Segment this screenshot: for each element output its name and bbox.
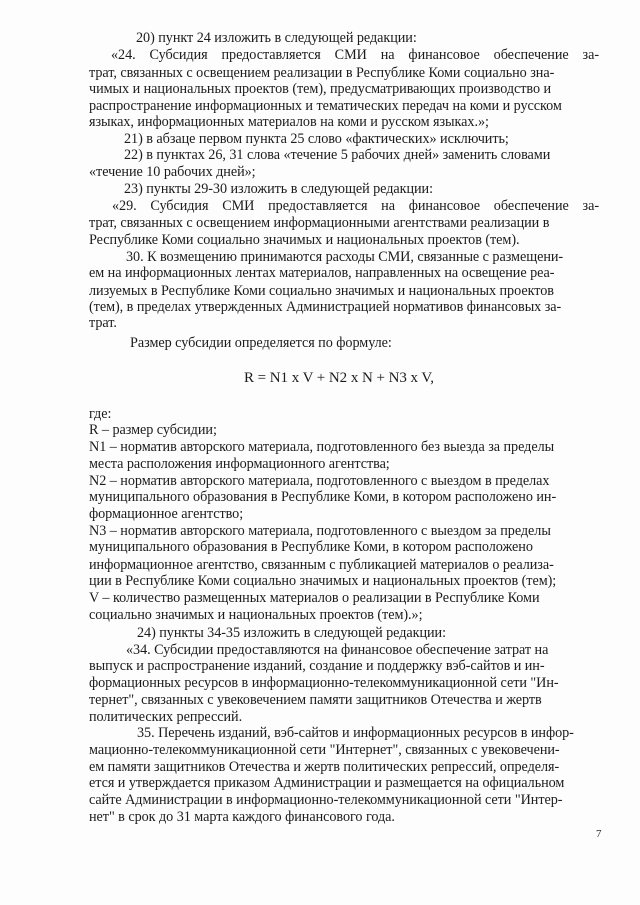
- text-line: чимых и национальных проектов (тем), предусматривающих производство и: [89, 80, 552, 97]
- text-line: где:: [89, 405, 112, 422]
- text-line: мационно-телекоммуникационной сети "Интернет", связанных с увековечени-: [89, 741, 560, 758]
- text-line: 21) в абзаце первом пункта 25 слово «фактических» исключить;: [124, 130, 509, 147]
- text-line: трат, связанных с освещением информационными агентствами реализации в: [89, 215, 550, 232]
- text-line: Размер субсидии определяется по формуле:: [130, 335, 392, 352]
- text-line: политических репрессий.: [89, 709, 243, 725]
- text-line: 30. К возмещению принимаются расходы СМИ, связанные с размещени-: [126, 248, 564, 265]
- text-line: 23) пункты 29-30 изложить в следующей редакции:: [124, 180, 433, 197]
- text-line: формационных ресурсов в информационно-телекоммуникационной сети "Ин-: [89, 675, 559, 692]
- text-line: трат.: [89, 315, 117, 332]
- text-line: «34. Субсидии предоставляются на финансовое обеспечение затрат на: [126, 641, 549, 658]
- text-line: нет" в срок до 31 марта каждого финансового года.: [89, 809, 395, 825]
- text-line: выпуск и распространение изданий, создание и поддержку вэб-сайтов и ин-: [89, 658, 545, 675]
- text-line: V – количество размещенных материалов о реализации в Республике Коми: [89, 590, 540, 607]
- text-line: распространение информационных и тематических передач на коми и русском: [89, 98, 562, 115]
- text-line: 22) в пунктах 26, 31 слова «течение 5 рабочих дней» заменить словами: [124, 147, 551, 164]
- text-line: трат, связанных с освещением реализации в Республике Коми социально зна-: [89, 64, 555, 81]
- text-line: муниципального образования в Республике Коми, в котором расположено: [89, 539, 533, 556]
- text-line: (тем), в пределах утвержденных Администрацией нормативов финансовых за-: [89, 298, 562, 315]
- text-line: N1 – норматив авторского материала, подготовленного без выезда за пределы: [89, 439, 555, 456]
- text-line: ем памяти защитников Отечества и жертв политических репрессий, определя-: [89, 759, 560, 775]
- text-line: Республике Коми социально значимых и национальных проектов (тем).: [89, 231, 520, 248]
- text-line: N2 – норматив авторского материала, подготовленного с выездом в пределах: [89, 472, 550, 489]
- text-line: формационное агентство;: [89, 505, 244, 522]
- text-line: тернет", связанных с увековечением памяти защитников Отечества и жертв: [89, 691, 542, 708]
- text-line: информационное агентство, связанным с публикацией материалов о реализа-: [89, 556, 554, 573]
- text-line: ется и утверждается приказом Администрации и размещается на официальном: [89, 775, 565, 792]
- text-line: R – размер субсидии;: [89, 422, 217, 439]
- text-line: N3 – норматив авторского материала, подготовленного с выездом за пределы: [89, 522, 551, 539]
- text-line: «течение 10 рабочих дней»;: [89, 164, 256, 181]
- text-line: лизуемых в Республике Коми социально значимых и национальных проектов: [89, 282, 554, 299]
- text-line: ем на информационных лентах материалов, направленных на освещение реа-: [89, 265, 555, 282]
- text-line: «24. Субсидия предоставляется СМИ на финансовое обеспечение за-: [111, 47, 599, 64]
- text-line: «29. Субсидия СМИ предоставляется на финансовое обеспечение за-: [112, 198, 599, 214]
- formula: R = N1 x V + N2 x N + N3 x V,: [244, 369, 434, 386]
- text-line: языках, информационных материалов на коми и русском языках.»;: [89, 114, 489, 131]
- text-line: муниципального образования в Республике Коми, в котором расположено ин-: [89, 489, 557, 506]
- text-line: места расположения информационного агентства;: [89, 455, 390, 472]
- text-line: ции в Республике Коми социально значимых и национальных проектов (тем);: [89, 572, 557, 589]
- text-line: 24) пункты 34-35 изложить в следующей редакции:: [137, 624, 446, 641]
- page-number: 7: [596, 828, 602, 840]
- text-line: социально значимых и национальных проектов (тем).»;: [89, 606, 423, 623]
- text-line: сайте Администрации в информационно-телекоммуникационной сети "Интер-: [89, 791, 563, 808]
- text-line: 20) пункт 24 изложить в следующей редакции:: [136, 30, 417, 46]
- text-line: 35. Перечень изданий, вэб-сайтов и информационных ресурсов в инфор-: [137, 725, 574, 742]
